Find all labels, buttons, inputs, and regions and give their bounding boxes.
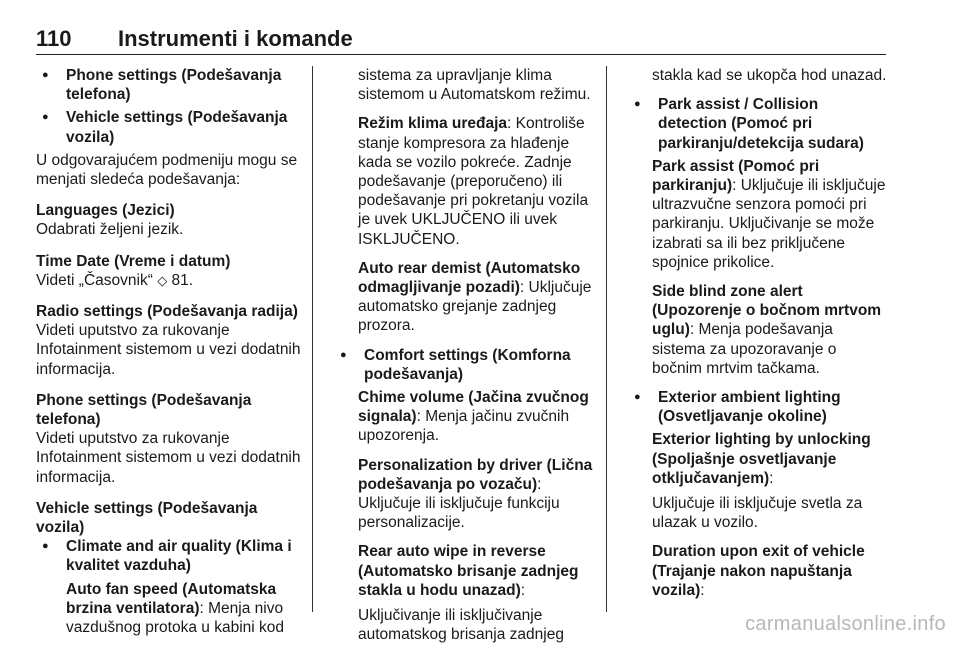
park-assist-text: : Uključuje ili isključuje ultrazvučne senzora pomoći pri parkiranju. Uključivanje se može izabrati sa ili bez priključene spojnice prikolice. — [652, 177, 886, 271]
climate-mode-heading: Režim klima uređaja — [358, 115, 508, 133]
bullet-climate: ● Climate and air quality (Klima i kvalitet vazduha) — [36, 537, 304, 575]
chime-heading: Chime volume (Jačina zvučnog signala) — [358, 389, 589, 426]
climate-mode-item — [358, 114, 598, 248]
unlock-lighting-colon: : — [769, 469, 774, 487]
park-assist-heading: Park assist (Pomoć pri parkiranju) — [652, 157, 820, 195]
climate-mode-text: : Kontroliše stanje kompresora za hlađenje kada se vozilo pokreće. Zadnje podešavanje (preporučeno) ili podešavanje pri pokretanju vozila je uvek UKLJUČENO ili uvek ISKLJUČENO. — [358, 115, 589, 248]
time-date-ref-page[interactable]: 81. — [171, 271, 194, 289]
unlock-lighting-text: Uključuje ili isključuje svetla za ulazak u vozilo. — [652, 495, 863, 532]
bullet-phone-settings: ● Phone settings (Podešavanja telefona) — [36, 66, 304, 104]
rear-demist-item — [358, 259, 598, 336]
chime-item — [358, 388, 598, 446]
intro-text: U odgovarajućem podmeniju mogu se menjati sledeća podešavanja: — [36, 151, 298, 189]
vehicle-settings-heading: Vehicle settings (Podešavanja vozila) — [36, 499, 258, 537]
bullet-comfort: ● Comfort settings (Komforna podešavanja) — [334, 346, 598, 384]
climate-continuation: sistema za upravljanje klima sistemom u Automatskom režimu. — [358, 67, 591, 104]
auto-fan-item — [36, 580, 304, 638]
languages-heading: Languages (Jezici) — [36, 202, 175, 220]
time-date-text — [36, 271, 304, 290]
side-blind-item — [652, 282, 890, 378]
duration-colon: : — [700, 581, 705, 599]
park-items — [628, 157, 890, 378]
column-2 — [358, 66, 598, 654]
auto-fan-text: : Menja nivo vazdušnog protoka u kabini kod — [66, 599, 285, 637]
page-number: 110 — [36, 26, 72, 51]
side-blind-heading: Side blind zone alert (Upozorenje o bočnom mrtvom uglu) — [652, 283, 882, 339]
header-rule — [36, 54, 886, 55]
radio-settings-text: Videti uputstvo za rukovanje Infotainment sistemom u vezi dodatnih informacija. — [36, 322, 301, 378]
personalization-heading: Personalization by driver (Lična podešavanja po vozaču) — [358, 456, 593, 493]
rear-wipe-heading: Rear auto wipe in reverse (Automatsko brisanje zadnjeg stakla u hodu unazad) — [358, 543, 579, 599]
column-1 — [36, 66, 304, 637]
page-reference-icon: ◇ — [157, 272, 168, 288]
auto-fan-heading: Auto fan speed (Automatska brzina ventilatora) — [66, 580, 277, 617]
phone-settings-text: Videti uputstvo za rukovanje Infotainment sistemom u vezi dodatnih informacija. — [36, 430, 301, 486]
comfort-items — [358, 388, 598, 644]
side-blind-text: : Menja podešavanja sistema za upozoravanje o bočnim mrtvim tačkama. — [652, 321, 837, 377]
page-title: Instrumenti i komande — [118, 26, 353, 51]
bullet-vehicle-settings: ● Vehicle settings (Podešavanja vozila) — [36, 108, 304, 146]
personalization-item — [358, 456, 598, 533]
phone-settings-heading: Phone settings (Podešavanja telefona) — [36, 391, 252, 429]
chime-text: : Menja jačinu zvučnih upozorenja. — [358, 408, 570, 445]
unlock-lighting-heading: Exterior lighting by unlocking (Spoljašnje osvetljavanje otključavanjem) — [652, 431, 871, 487]
duration-heading: Duration upon exit of vehicle (Trajanje nakon napuštanja vozila) — [652, 543, 865, 599]
time-date-ref-text: Videti „Časovnik“ — [36, 271, 153, 289]
rear-wipe-colon: : — [520, 581, 526, 599]
exterior-items — [628, 430, 890, 600]
rear-wipe-continuation: stakla kad se ukopča hod unazad. — [652, 67, 887, 84]
column-divider-1 — [312, 66, 313, 612]
park-assist-item — [652, 157, 890, 272]
unlock-lighting-item — [652, 430, 890, 488]
duration-item — [652, 542, 890, 600]
personalization-text: : Uključuje ili isključuje funkciju personalizacije. — [358, 475, 560, 532]
rear-wipe-item — [358, 542, 598, 600]
watermark: carmanualsonline.info — [745, 613, 946, 635]
rear-demist-heading: Auto rear demist (Automatsko odmagljivanje pozadi) — [358, 259, 581, 297]
column-divider-2 — [606, 66, 607, 612]
bullet-exterior-lighting: ● Exterior ambient lighting (Osvetljavanje okoline) — [628, 388, 890, 426]
rear-wipe-text: Uključivanje ili isključivanje automatskog brisanja zadnjeg — [358, 607, 564, 644]
bullet-park-assist: ● Park assist / Collision detection (Pomoć pri parkiranju/detekcija sudara) — [628, 95, 890, 153]
radio-settings-heading: Radio settings (Podešavanja radija) — [36, 303, 298, 321]
languages-text: Odabrati željeni jezik. — [36, 221, 184, 239]
column-3 — [628, 66, 890, 610]
time-date-heading: Time Date (Vreme i datum) — [36, 252, 231, 270]
rear-demist-text: : Uključuje automatsko grejanje zadnjeg prozora. — [358, 279, 592, 335]
